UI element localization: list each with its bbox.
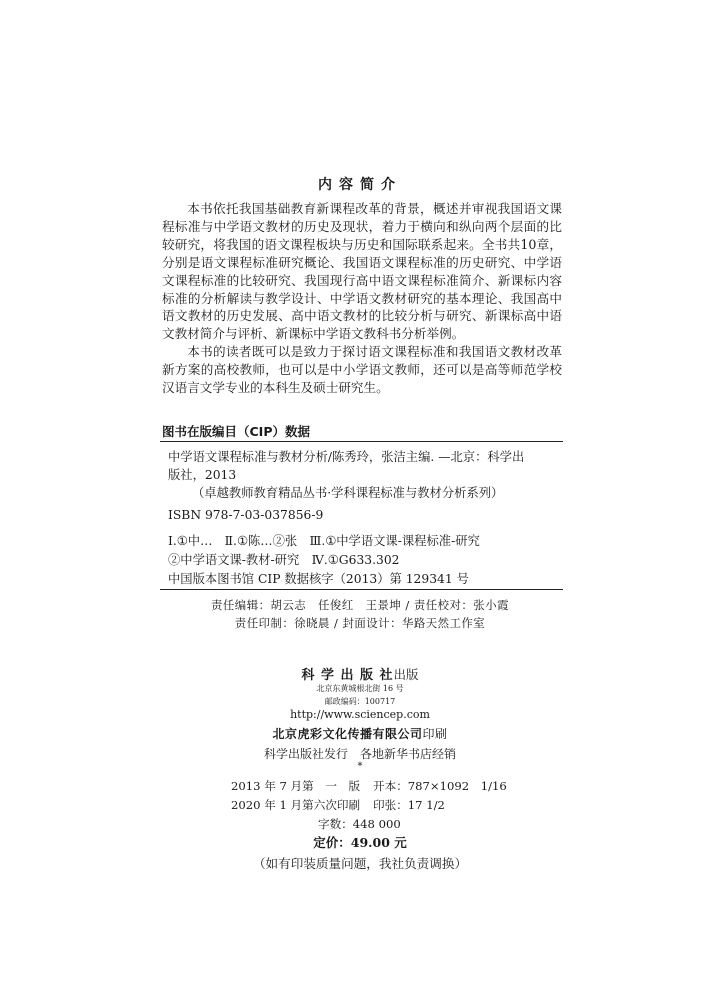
cip-record-number: 中国版本图书馆 CIP 数据核字（2013）第 129341 号 — [168, 572, 469, 586]
cip-title-line-2: 版社，2013 — [168, 468, 237, 482]
publisher-name-text: 科 学 出 版 社 — [301, 668, 394, 683]
printer-suffix: 印刷 — [422, 727, 448, 741]
price: 定价：49.00 元 — [313, 835, 407, 850]
publisher-url: http://www.sciencep.com — [290, 708, 430, 721]
printer-name: 北京虎彩文化传播有限公司 — [272, 727, 423, 741]
publisher-name — [0, 664, 720, 683]
summary-paragraph-2: 本书的读者既可以是致力于探讨语文课程标准和我国语文教材改革新方案的高校教师，也可以是中小学语文教师，还可以是高等师范学校汉语言文学专业的本科生及硕士研究生。 — [162, 344, 562, 396]
summary-paragraph-1: 本书依托我国基础教育新课程改革的背景，概述并审视我国语文课程标准与中学语文教材的历史及现状，着力于横向和纵向两个层面的比较研究，将我国的语文课程板块与历史和国际联系起来。全书共10章，分别是语文课程标准研究概论、我国语文课程标准的历史研究、中学语文课程标准的比较研究、我国现行高中语文课程标准简介、新课标内容标准的分析解读与教学设计、中学语文教材研究的基本理论、我国高中语文教材的历史发展、高中语文教材的比较分析与研究、新课标高中语文教材简介与评析、新课标中学语文教科书分析举例。 — [162, 201, 562, 342]
book-format: 开本：787×1092 1/16 — [373, 779, 507, 793]
distribution-line: 科学出版社发行 各地新华书店经销 — [263, 747, 456, 761]
printing-date: 2020 年 1 月第六次印刷 — [231, 798, 361, 812]
staff-line-2: 责任印制：徐晓晨 / 封面设计：华路天然工作室 — [234, 616, 486, 630]
cip-series-line: （卓越教师教育精品丛书·学科课程标准与教材分析系列） — [192, 486, 504, 500]
quality-notice: （如有印装质量问题，我社负责调换） — [252, 856, 468, 871]
publisher-postcode: 邮政编码：100717 — [324, 697, 396, 706]
separator-star: * — [357, 761, 363, 772]
cip-title-line: 中学语文课程标准与教材分析/陈秀玲，张洁主编. —北京：科学出 — [168, 450, 525, 464]
cip-heading: 图书在版编目（CIP）数据 — [162, 424, 310, 439]
printer-line — [0, 725, 720, 742]
printed-sheets: 印张：17 1/2 — [373, 798, 445, 812]
staff-line-1: 责任编辑：胡云志 任俊红 王景坤 / 责任校对：张小霞 — [211, 598, 509, 612]
publisher-address: 北京东黄城根北街 16 号 — [316, 684, 404, 693]
cip-classification-2: ②中学语文课-教材-研究 Ⅳ.①G633.302 — [168, 553, 400, 567]
cip-bottom-rule — [160, 589, 563, 590]
first-edition-date: 2013 年 7 月第 一 版 — [231, 779, 361, 793]
summary-body — [162, 200, 562, 397]
summary-title: 内容简介 — [318, 177, 402, 193]
cip-top-rule — [160, 441, 563, 442]
cip-classification-1: Ⅰ.①中… Ⅱ.①陈…②张 Ⅲ.①中学语文课-课程标准-研究 — [168, 534, 480, 548]
publisher-suffix: 出版 — [393, 667, 419, 682]
cip-isbn: ISBN 978-7-03-037856-9 — [168, 508, 324, 522]
word-count: 字数：448 000 — [318, 817, 401, 831]
